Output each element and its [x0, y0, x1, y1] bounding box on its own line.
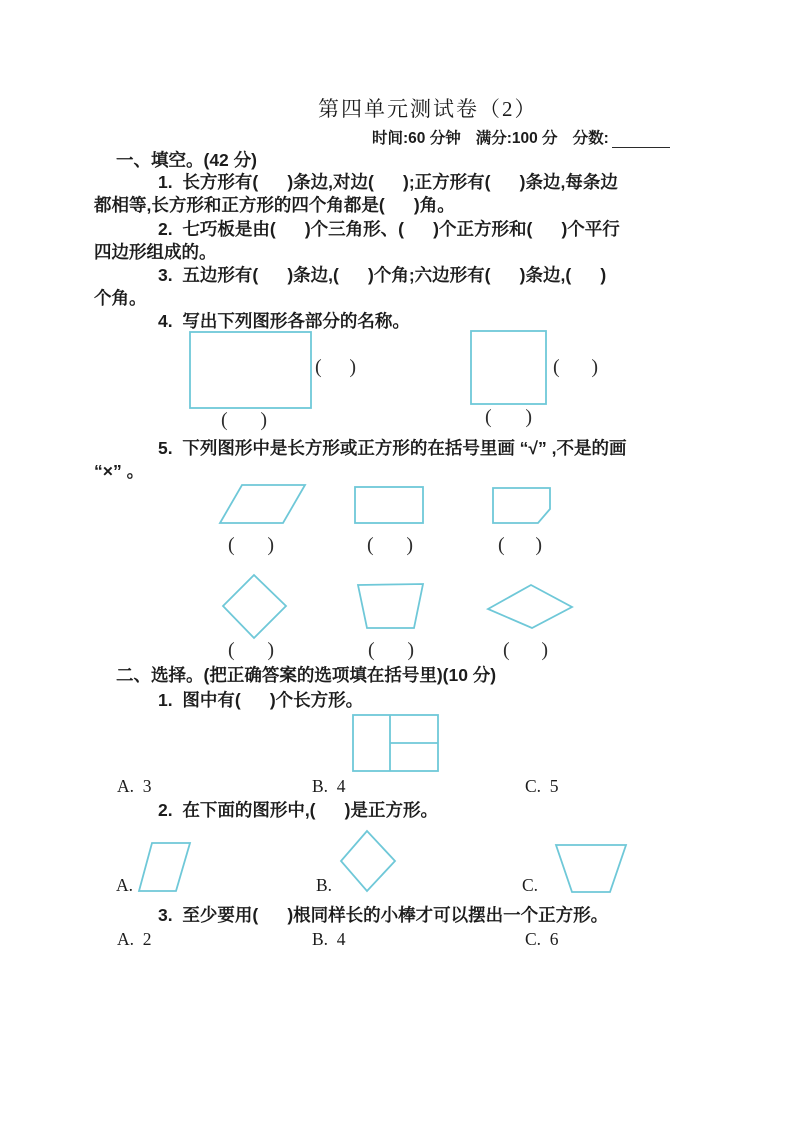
s2q3-option-b: B. 4: [312, 929, 346, 949]
question-2-line-2: 四边形组成的。: [94, 242, 217, 262]
rhombus-figure: [487, 584, 574, 630]
divided-rectangle-figure: [352, 714, 440, 772]
s2q2-label-a: A.: [116, 875, 134, 895]
question-1-line-2: 都相等,长方形和正方形的四个角都是( )角。: [94, 195, 455, 215]
option-c-trapezoid-figure: [555, 844, 628, 894]
option-b-diamond-figure: [340, 830, 397, 893]
s2q1-option-b: B. 4: [312, 776, 346, 796]
answer-bracket-row1-2: ( ): [367, 534, 413, 556]
s2q3-option-c: C. 6: [525, 929, 559, 949]
section2-heading: 二、选择。(把正确答案的选项填在括号里)(10 分): [116, 665, 497, 685]
s2q1-option-a: A. 3: [117, 776, 152, 796]
answer-bracket-row2-2: ( ): [368, 639, 414, 661]
s2q2-label-c: C.: [522, 875, 539, 895]
question-2-line-1: 2. 七巧板是由( )个三角形、( )个正方形和( )个平行: [158, 219, 620, 239]
question-5-line-2: “×” 。: [94, 461, 145, 481]
trapezoid-figure: [356, 583, 425, 630]
section2-question-2-line: 2. 在下面的图形中,( )是正方形。: [158, 800, 439, 820]
answer-bracket-row2-1: ( ): [228, 639, 274, 661]
time-label: 时间:60 分钟: [372, 130, 461, 147]
answer-bracket-rectangle-side: ( ): [315, 356, 356, 378]
square-figure: [470, 330, 548, 406]
answer-bracket-square-bottom: ( ): [485, 406, 532, 428]
cut-corner-pentagon-figure: [492, 487, 552, 525]
s2q3-option-a: A. 2: [117, 929, 152, 949]
question-3-line-2: 个角。: [94, 288, 147, 308]
s2q1-option-c: C. 5: [525, 776, 559, 796]
section2-question-3-line: 3. 至少要用( )根同样长的小棒才可以摆出一个正方形。: [158, 905, 609, 925]
exam-meta: [372, 126, 670, 148]
answer-bracket-row1-3: ( ): [498, 534, 542, 556]
answer-bracket-rectangle-bottom: ( ): [221, 409, 267, 431]
question-3-line-1: 3. 五边形有( )条边,( )个角;六边形有( )条边,( ): [158, 265, 607, 285]
question-5-line-1: 5. 下列图形中是长方形或正方形的在括号里画 “√” ,不是的画: [158, 438, 627, 458]
score-label: 分数:: [572, 130, 609, 147]
section1-heading: 一、填空。(42 分): [116, 150, 257, 170]
score-blank-line: [612, 131, 670, 148]
full-marks-label: 满分:100 分: [475, 130, 558, 147]
s2q2-label-b: B.: [316, 875, 333, 895]
parallelogram-figure: [219, 484, 307, 525]
answer-bracket-row2-3: ( ): [503, 639, 548, 661]
answer-bracket-square-side: ( ): [553, 356, 598, 378]
option-a-parallelogram-figure: [138, 842, 192, 893]
section2-question-1-line: 1. 图中有( )个长方形。: [158, 690, 364, 710]
question-4-line: 4. 写出下列图形各部分的名称。: [158, 311, 410, 331]
question-1-line-1: 1. 长方形有( )条边,对边( );正方形有( )条边,每条边: [158, 172, 618, 192]
answer-bracket-row1-1: ( ): [228, 534, 274, 556]
rectangle-figure: [189, 331, 313, 410]
small-rectangle-figure: [354, 486, 425, 525]
page-title: 第四单元测试卷（2）: [318, 97, 538, 121]
diamond-figure: [222, 574, 288, 639]
